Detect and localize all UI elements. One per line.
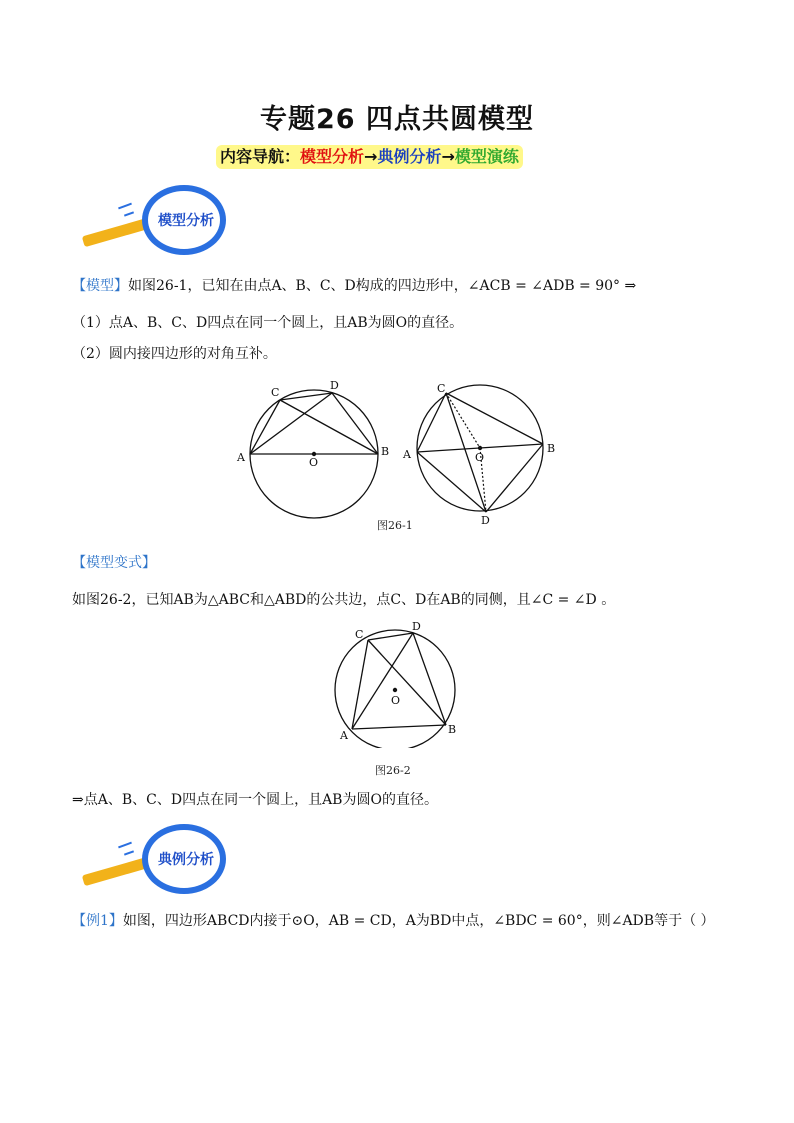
center-point (393, 688, 397, 692)
label-c: C (355, 628, 364, 641)
sparkle-icon (124, 850, 134, 855)
variant-tag (72, 553, 156, 573)
model-tag: 【模型】 (72, 278, 128, 294)
sparkle-icon (124, 211, 134, 216)
nav-model-analysis[interactable]: 模型分析 (300, 147, 365, 166)
nav-arrow: → (441, 147, 455, 166)
label-c: C (271, 386, 280, 399)
label-b: B (381, 445, 390, 458)
example-text: 如图，四边形ABCD内接于⊙O，AB = CD，A为BD中点，∠BDC = 60°，则∠ADB等于（ ） (122, 913, 715, 929)
magnifier-handle-icon (82, 218, 150, 247)
segment-ab (352, 725, 446, 729)
label-d: D (412, 620, 421, 633)
center-point-right (478, 446, 482, 450)
magnifier-handle-icon (82, 857, 150, 886)
nav-label: 内容导航： (220, 147, 301, 166)
label-o: O (391, 694, 401, 707)
label-o-right: O (475, 451, 485, 464)
variant-conclusion: ⇒点A、B、C、D四点在同一个圆上，且AB为圆O的直径。 (72, 792, 438, 808)
segment-db (332, 393, 378, 454)
segment-cb (280, 400, 378, 454)
segment-ad (250, 393, 332, 454)
model-text: 如图26-1，已知在由点A、B、C、D构成的四边形中，∠ACB = ∠ADB = 90° ⇒ (128, 278, 637, 294)
section-badge-model-analysis (78, 183, 248, 263)
sparkle-icon (118, 842, 132, 849)
label-o: O (309, 456, 319, 469)
label-c-right: C (437, 382, 446, 395)
model-point-2: （2）圆内接四边形的对角互补。 (72, 346, 277, 362)
segment-cb (368, 640, 446, 725)
badge-label: 模型分析 (158, 213, 214, 229)
example-1 (72, 911, 715, 931)
variant-statement: 如图26-2，已知AB为△ABC和△ABD的公共边，点C、D在AB的同侧，且∠C = ∠D 。 (72, 592, 616, 608)
model-statement (72, 276, 636, 296)
variant-tag-text: 【模型变式】 (72, 555, 156, 571)
label-a: A (237, 451, 245, 464)
page-title: 专题26 四点共圆模型 (260, 104, 534, 135)
figure-26-2 (332, 618, 472, 748)
nav-arrow: → (364, 147, 378, 166)
section-badge-example-analysis (78, 822, 248, 902)
segment-ac (250, 400, 280, 454)
label-a: A (340, 729, 348, 742)
sparkle-icon (118, 203, 132, 210)
figure-26-1 (230, 376, 570, 526)
label-b: B (448, 723, 457, 736)
figure-caption-26-2: 图26-2 (375, 764, 411, 777)
label-d: D (330, 379, 339, 392)
badge-label: 典例分析 (158, 852, 214, 868)
figure-caption-26-1: 图26-1 (377, 519, 413, 532)
label-d-right: D (481, 514, 490, 526)
model-point-1: （1）点A、B、C、D四点在同一个圆上，且AB为圆O的直径。 (72, 315, 464, 331)
example-tag: 【例1】 (72, 913, 123, 929)
label-b-right: B (547, 442, 556, 455)
nav-model-practice[interactable]: 模型演练 (454, 147, 519, 166)
segment-ac-right (417, 393, 446, 452)
segment-db-right (486, 444, 543, 512)
nav-example-analysis[interactable]: 典例分析 (377, 147, 442, 166)
label-a-right: A (403, 448, 411, 461)
segment-db (413, 633, 446, 725)
content-navigation (216, 145, 523, 169)
